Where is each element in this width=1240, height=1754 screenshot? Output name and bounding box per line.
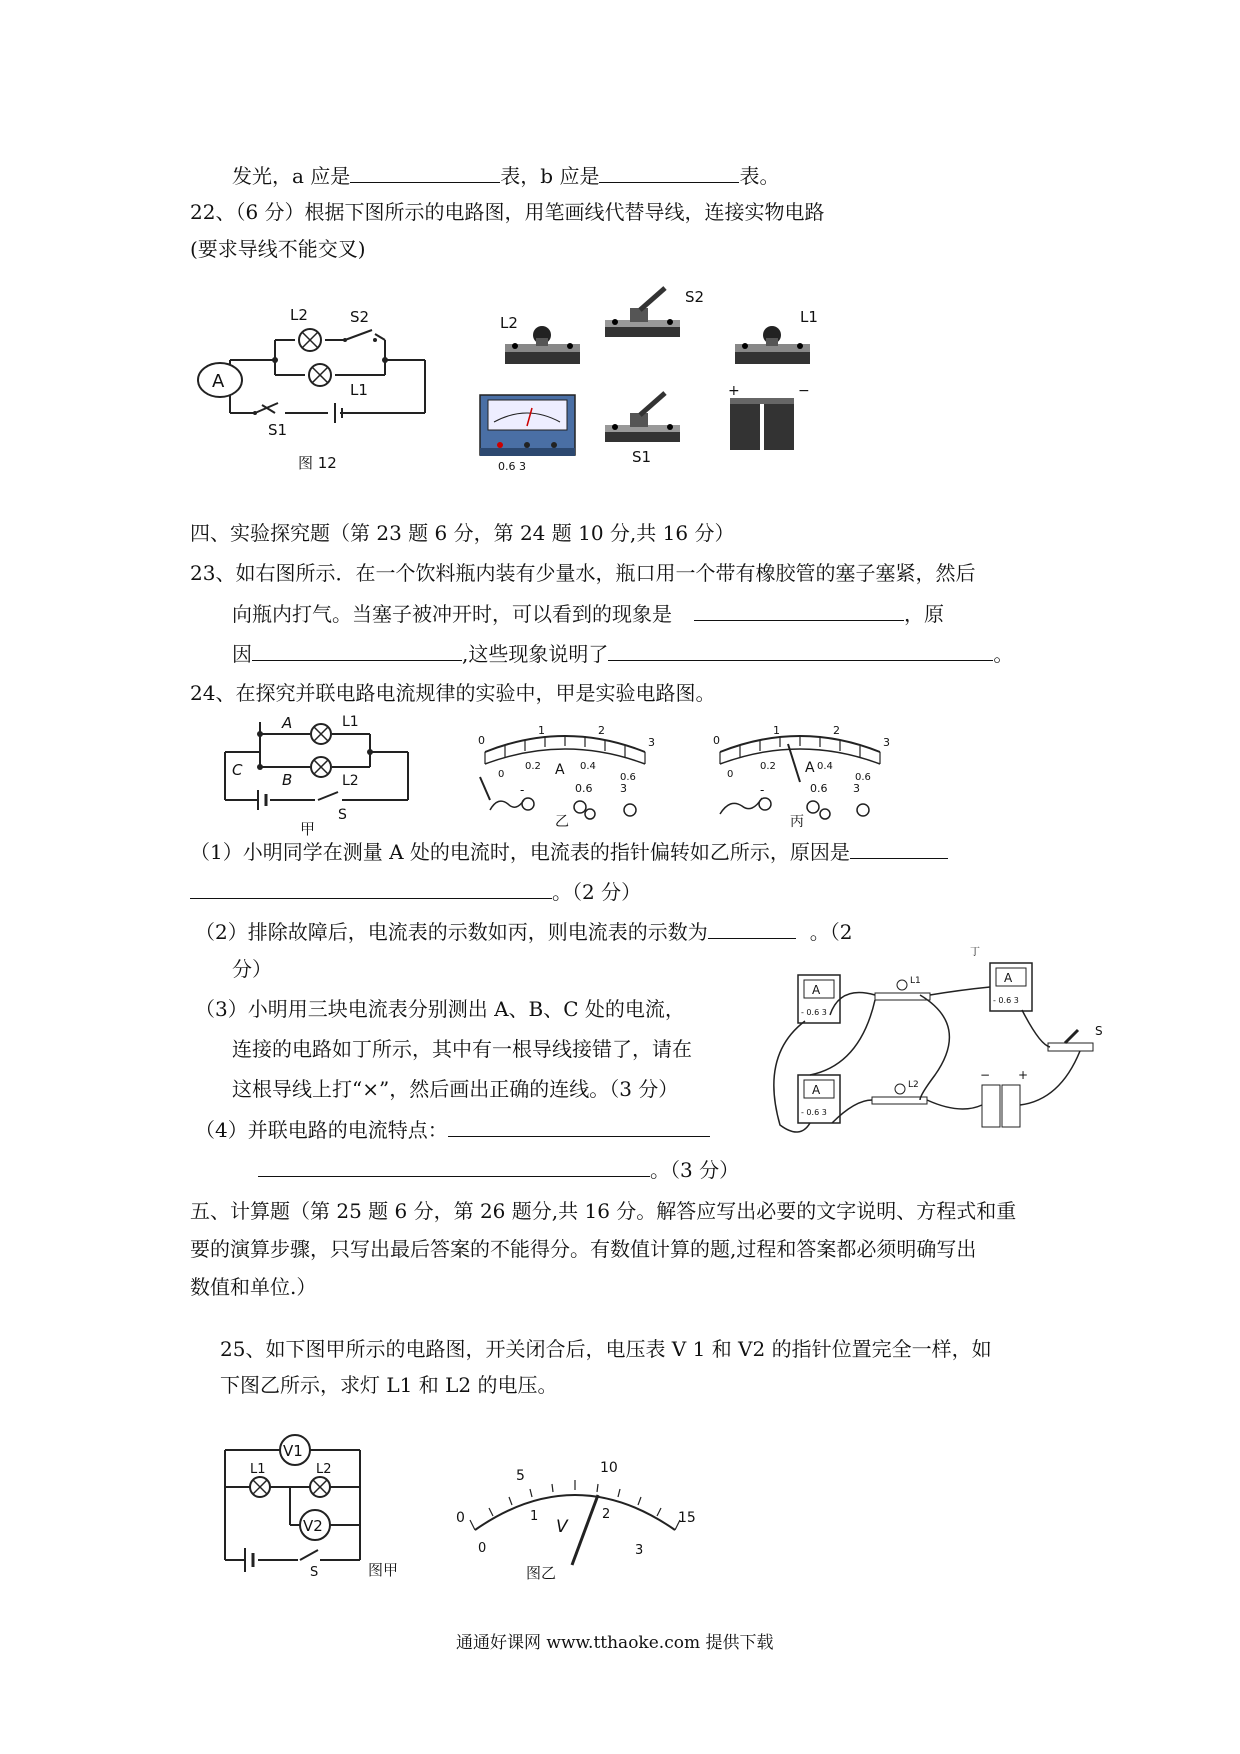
svg-text:- 0.6 3: - 0.6 3 [993, 996, 1019, 1005]
answer-blank-phenomenon[interactable] [694, 600, 904, 621]
q24-p2-line2: 分） [232, 957, 272, 981]
q25-l2-label: L2 [316, 1462, 332, 1477]
q24-bing-tick-1: 1 [773, 724, 780, 737]
q24-label-b: B [282, 771, 293, 789]
q22-fig-caption: 图 12 [298, 454, 337, 472]
svg-text:+: + [1018, 1068, 1029, 1082]
q24-label-s: S [338, 807, 347, 823]
answer-blank-b[interactable] [599, 162, 739, 183]
q24-label-jia: 甲 [300, 820, 316, 838]
q25-fig-jia: 图甲 [368, 1561, 399, 1579]
q25-outer-tick-15: 15 [678, 1510, 696, 1526]
phys-s1-label: S1 [632, 448, 652, 466]
q24-circuit-ding [760, 935, 1105, 1145]
svg-text:3: 3 [853, 782, 860, 795]
answer-blank-q24-4a[interactable] [448, 1116, 710, 1137]
answer-blank-q24-4b[interactable] [258, 1156, 650, 1177]
q25-outer-tick-10: 10 [600, 1460, 618, 1476]
ding-lamp-l2-icon[interactable] [872, 1084, 927, 1104]
q25-outer-tick-0: 0 [456, 1510, 465, 1526]
q25-inner-tick-1: 1 [530, 1509, 539, 1524]
q24-label-l2: L2 [342, 773, 359, 789]
q25-v1-label: V1 [283, 1442, 303, 1460]
switch-s1-icon[interactable] [605, 393, 680, 442]
ding-switch-icon[interactable] [1048, 1030, 1093, 1051]
q24-bing-btick-0: 0 [727, 769, 734, 780]
q25-voltmeter-yi [450, 1450, 700, 1580]
svg-text:- 0.6 3: - 0.6 3 [801, 1008, 827, 1017]
svg-text:S: S [1095, 1024, 1103, 1038]
q24-yi-tick-1: 1 [538, 724, 545, 737]
q25-line2: 下图乙所示，求灯 L1 和 L2 的电压。 [220, 1373, 558, 1397]
q22-circuit-diagram [190, 300, 440, 470]
q24-yi-tick-0: 0 [478, 734, 485, 747]
q24-bing-btick-3: 0.6 [855, 772, 871, 783]
q22-physical-components [480, 280, 850, 473]
q25-circuit-jia [220, 1435, 420, 1580]
switch-s2-icon[interactable] [605, 288, 680, 337]
q24-bing-tick-0: 0 [713, 734, 720, 747]
q22-line2: (要求导线不能交叉) [190, 237, 366, 261]
svg-text:丁: 丁 [970, 947, 980, 958]
q24-label-l1: L1 [342, 714, 359, 730]
svg-text:A: A [812, 1083, 821, 1097]
svg-text:−: − [980, 1068, 991, 1082]
q25-s-label: S [310, 1565, 319, 1580]
q22-l1-label: L1 [350, 381, 368, 399]
q24-bing-unit: A [805, 760, 815, 776]
svg-text:3: 3 [620, 782, 627, 795]
phys-ammeter-scale: 0.6 3 [498, 460, 526, 473]
q25-inner-tick-3: 3 [635, 1543, 644, 1558]
q22-s1-label: S1 [268, 421, 288, 439]
q25-fig-yi: 图乙 [526, 1564, 557, 1582]
q23-line3: 因 ,这些现象说明了 。 [232, 642, 1014, 666]
svg-text:−: − [798, 383, 810, 399]
q24-label-yi: 乙 [555, 814, 569, 830]
q24-bing-btick-2: 0.4 [817, 761, 833, 772]
q24-bing-btick-1: 0.2 [760, 761, 776, 772]
q24-p3-line1: （3）小明用三块电流表分别测出 A、B、C 处的电流， [195, 997, 685, 1021]
q25-inner-tick-2: 2 [602, 1507, 611, 1522]
q23-line2: 向瓶内打气。当塞子被冲开时，可以看到的现象是 ，原 [232, 602, 944, 626]
ammeter-icon[interactable] [480, 395, 575, 456]
svg-text:-: - [520, 783, 525, 797]
svg-text:- 0.6 3: - 0.6 3 [801, 1108, 827, 1117]
answer-blank-reason[interactable] [252, 640, 462, 661]
phys-s2-label: S2 [685, 288, 705, 306]
q24-label-a: A [282, 714, 293, 732]
q24-yi-btick-3: 0.6 [620, 772, 636, 783]
q25-unit: V [556, 1517, 568, 1537]
section5-line2: 要的演算步骤，只写出最后答案的不能得分。有数值计算的题,过程和答案都必须明确写出 [190, 1237, 977, 1261]
q25-inner-tick-0: 0 [478, 1541, 487, 1556]
ding-lamp-l1-icon[interactable] [875, 980, 930, 1000]
q24-yi-btick-2: 0.4 [580, 761, 596, 772]
q22-s2-label: S2 [350, 308, 370, 326]
svg-text:-: - [760, 783, 765, 797]
answer-blank-a[interactable] [350, 162, 500, 183]
q25-l1-label: L1 [250, 1462, 266, 1477]
q24-p1-line: （1）小明同学在测量 A 处的电流时，电流表的指针偏转如乙所示，原因是 [190, 838, 948, 865]
q22-line1: 22、（6 分）根据下图所示的电路图，用笔画线代替导线，连接实物电路 [190, 200, 825, 224]
q24-meter-yi [470, 722, 660, 830]
answer-blank-q24-1b[interactable] [190, 878, 552, 899]
section5-line3: 数值和单位.） [190, 1275, 317, 1299]
q25-v2-label: V2 [303, 1517, 323, 1535]
ding-ammeter-1-icon[interactable] [798, 975, 840, 1023]
svg-text:A: A [812, 983, 821, 997]
section5-line1: 五、计算题（第 25 题 6 分，第 26 题分,共 16 分。解答应写出必要的文字说明、方程式和重 [190, 1199, 1017, 1223]
q24-circuit-jia [220, 712, 420, 838]
q24-yi-btick-0: 0 [498, 769, 505, 780]
ding-ammeter-2-icon[interactable] [990, 963, 1032, 1011]
q24-yi-tick-2: 2 [598, 724, 605, 737]
section4-title: 四、实验探究题（第 23 题 6 分，第 24 题 10 分,共 16 分） [190, 521, 735, 545]
q24-bing-tick-2: 2 [833, 724, 840, 737]
q22-l2-label: L2 [290, 306, 308, 324]
q24-label-bing: 丙 [790, 814, 804, 830]
ding-battery-icon[interactable] [982, 1085, 1020, 1127]
page-footer: 通通好课网 www.tthaoke.com 提供下载 [456, 1633, 774, 1653]
q24-label-c: C [232, 761, 243, 779]
svg-text:L1: L1 [910, 976, 921, 986]
battery-icon[interactable] [728, 383, 810, 450]
q24-intro: 24、在探究并联电路电流规律的实验中，甲是实验电路图。 [190, 681, 716, 705]
svg-text:L2: L2 [908, 1080, 919, 1090]
q24-p4-line2: 。（3 分） [258, 1156, 739, 1183]
q22-ammeter-label: A [212, 371, 225, 392]
q24-meter-bing [705, 722, 895, 830]
q24-p4-line: （4）并联电路的电流特点： [195, 1116, 710, 1143]
ding-ammeter-3-icon[interactable] [798, 1075, 840, 1123]
svg-text:+: + [728, 383, 740, 399]
svg-text:0.6: 0.6 [810, 782, 828, 795]
phys-l2-label: L2 [500, 314, 518, 332]
q24-yi-btick-1: 0.2 [525, 761, 541, 772]
q24-p3-line3: 这根导线上打“×”，然后画出正确的连线。（3 分） [232, 1077, 679, 1101]
q23-line1: 23、如右图所示．在一个饮料瓶内装有少量水，瓶口用一个带有橡胶管的塞子塞紧，然后 [190, 561, 976, 585]
q24-p3-line2: 连接的电路如丁所示，其中有一根导线接错了，请在 [232, 1037, 692, 1061]
phys-l1-label: L1 [800, 308, 818, 326]
q24-bing-tick-3: 3 [883, 736, 890, 749]
svg-text:0.6: 0.6 [575, 782, 593, 795]
q24-p2-line: （2）排除故障后，电流表的示数如丙，则电流表的示数为 。（2 [195, 920, 853, 944]
answer-blank-explanation[interactable] [608, 640, 993, 661]
q24-yi-unit: A [555, 762, 565, 778]
q24-yi-tick-3: 3 [648, 736, 655, 749]
q24-p1-line2: 。（2 分） [190, 878, 641, 905]
q25-outer-tick-5: 5 [516, 1468, 525, 1484]
q25-line1: 25、如下图甲所示的电路图，开关闭合后，电压表 V 1 和 V2 的指针位置完全一样，如 [220, 1337, 992, 1361]
answer-blank-q24-1a[interactable] [850, 838, 948, 859]
lamp-l1-icon[interactable] [735, 326, 810, 364]
q21-tail-line: 发光，a 应是 表，b 应是 表。 [232, 164, 780, 188]
svg-text:A: A [1004, 971, 1013, 985]
